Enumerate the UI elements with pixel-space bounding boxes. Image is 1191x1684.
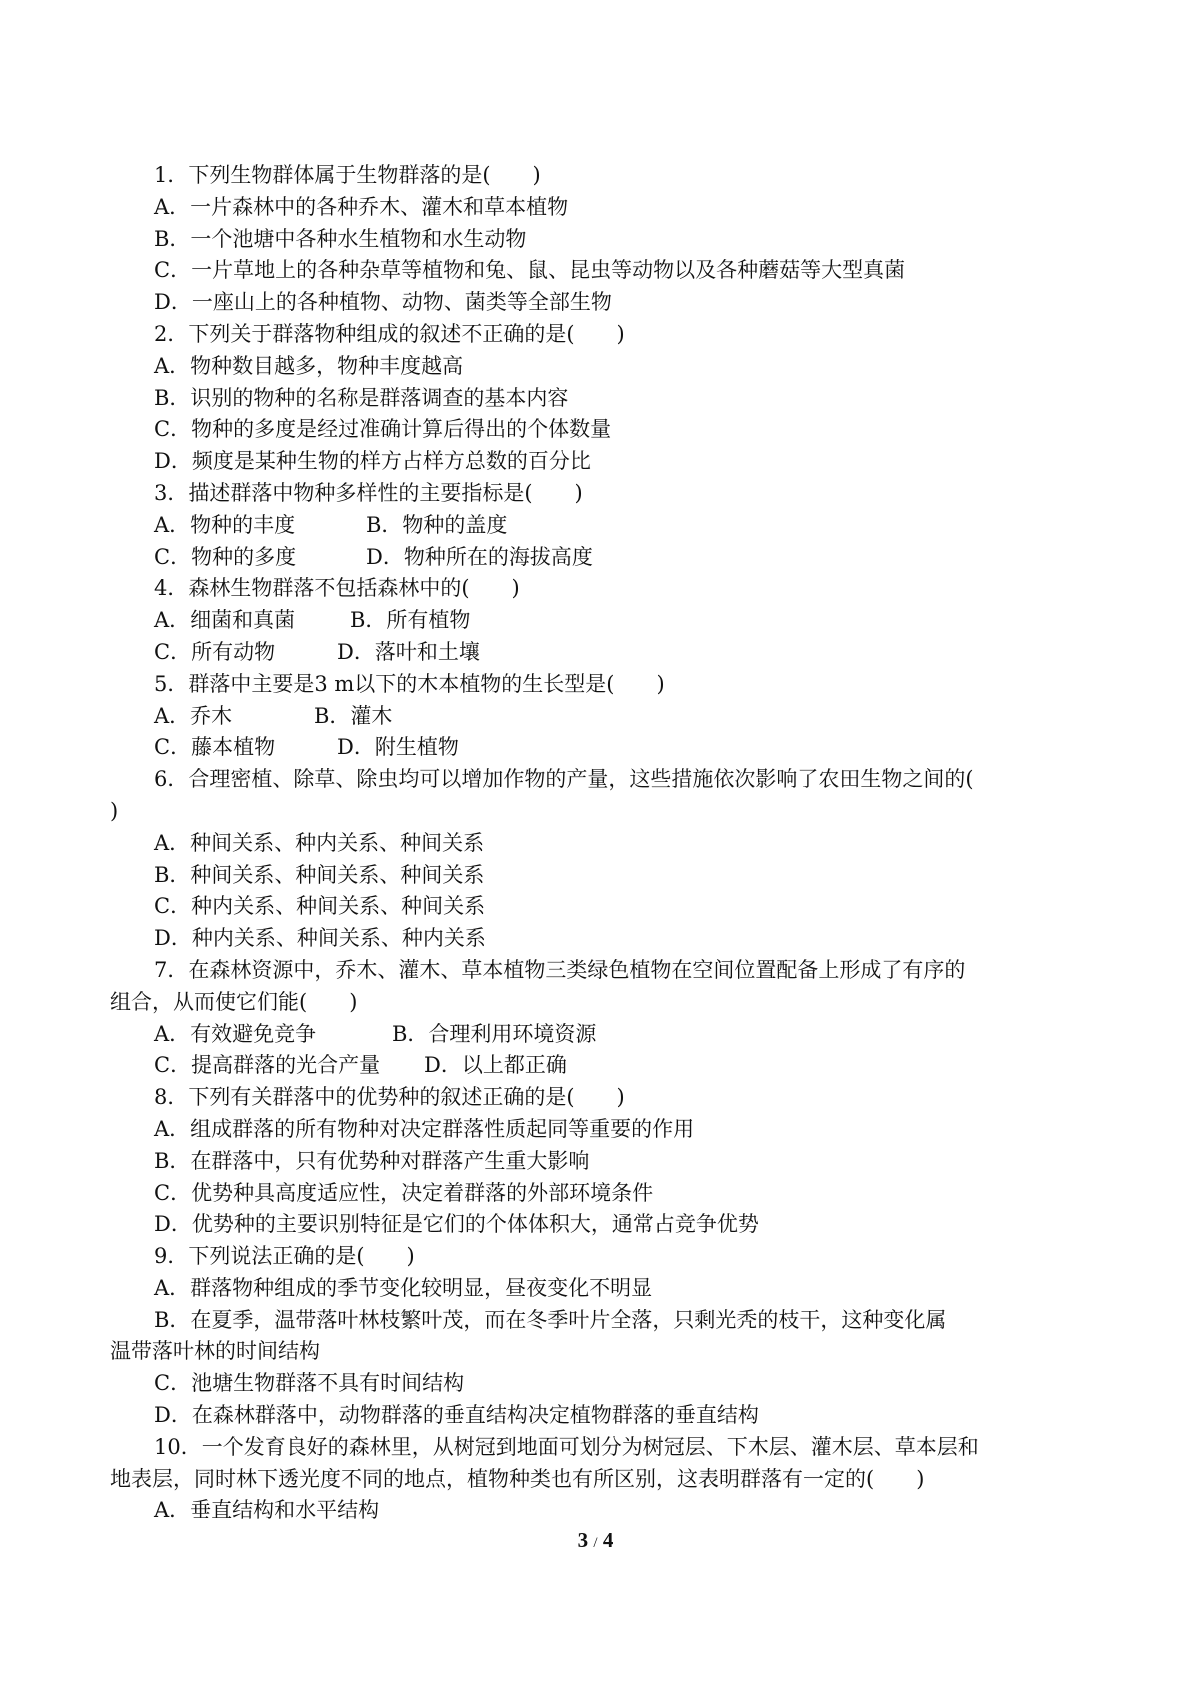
question-3-option-b: B．物种的盖度 <box>366 512 508 537</box>
question-8-option-d: D．优势种的主要识别特征是它们的个体体积大，通常占竞争优势 <box>154 1212 759 1237</box>
question-5-option-b: B．灌木 <box>314 703 393 728</box>
question-4-option-a: A．细菌和真菌 <box>154 608 296 633</box>
current-page-number: 3 <box>577 1528 589 1552</box>
total-page-number: 4 <box>602 1528 614 1552</box>
question-9-stem: 9．下列说法正确的是( ) <box>154 1244 415 1269</box>
question-5-stem: 5．群落中主要是3 m以下的木本植物的生长型是( ) <box>154 671 665 696</box>
question-10-stem-line-1: 10．一个发育良好的森林里，从树冠到地面可划分为树冠层、下木层、灌木层、草本层和 <box>154 1434 979 1459</box>
question-1-stem: 1．下列生物群体属于生物群落的是( ) <box>154 163 541 187</box>
question-6-option-d: D．种内关系、种间关系、种内关系 <box>154 926 486 951</box>
question-7-stem-line-1: 7．在森林资源中，乔木、灌木、草本植物三类绿色植物在空间位置配备上形成了有序的 <box>154 957 966 982</box>
question-7-option-a: A．有效避免竞争 <box>154 1021 317 1046</box>
question-9-option-a: A．群落物种组成的季节变化较明显，昼夜变化不明显 <box>154 1275 653 1300</box>
question-8-option-c: C．优势种具高度适应性，决定着群落的外部环境条件 <box>154 1180 654 1205</box>
question-7-options-row-1 <box>110 1019 1085 1051</box>
question-5-option-c: C．藤本植物 <box>154 735 276 760</box>
question-9-option-c: C．池塘生物群落不具有时间结构 <box>154 1371 465 1396</box>
question-3-option-d: D．物种所在的海拔高度 <box>366 544 593 569</box>
question-9-option-b-line-2: 温带落叶林的时间结构 <box>110 1339 320 1364</box>
question-4-options-row-1 <box>110 605 1085 637</box>
question-4-options-row-2 <box>110 637 1085 669</box>
question-7-option-c: C．提高群落的光合产量 <box>154 1053 381 1078</box>
question-2-stem: 2．下列关于群落物种组成的叙述不正确的是( ) <box>154 321 625 346</box>
question-2-option-b: B．识别的物种的名称是群落调查的基本内容 <box>154 385 569 410</box>
question-4-stem: 4．森林生物群落不包括森林中的( ) <box>154 576 520 601</box>
question-7-option-b: B．合理利用环境资源 <box>392 1021 597 1046</box>
question-3-options-row-1 <box>110 510 1085 542</box>
question-3-stem: 3．描述群落中物种多样性的主要指标是( ) <box>154 480 583 505</box>
question-5-options-row-1 <box>110 701 1085 733</box>
question-6-option-b: B．种间关系、种间关系、种间关系 <box>154 862 485 887</box>
question-8-stem: 8．下列有关群落中的优势种的叙述正确的是( ) <box>154 1085 625 1110</box>
question-4-option-c: C．所有动物 <box>154 639 276 664</box>
question-5-option-a: A．乔木 <box>154 703 233 728</box>
page-separator: / <box>593 1535 598 1551</box>
question-8-option-b: B．在群落中，只有优势种对群落产生重大影响 <box>154 1148 590 1173</box>
question-4-option-d: D．落叶和土壤 <box>337 639 480 664</box>
question-6-stem-line-2: ) <box>110 798 119 823</box>
question-4-option-b: B．所有植物 <box>350 608 471 633</box>
question-1-option-a: A．一片森林中的各种乔木、灌木和草本植物 <box>154 194 569 219</box>
question-6-stem-line-1: 6．合理密植、除草、除虫均可以增加作物的产量，这些措施依次影响了农田生物之间的( <box>154 767 974 792</box>
question-3-option-c: C．物种的多度 <box>154 544 297 569</box>
question-5-options-row-2 <box>110 732 1085 764</box>
question-10-option-a: A．垂直结构和水平结构 <box>154 1498 380 1523</box>
question-7-option-d: D．以上都正确 <box>424 1053 567 1078</box>
question-1-option-b: B．一个池塘中各种水生植物和水生动物 <box>154 226 527 251</box>
question-7-stem-line-2: 组合，从而使它们能( ) <box>110 989 358 1014</box>
question-9-option-b-line-1: B．在夏季，温带落叶林枝繁叶茂，而在冬季叶片全落，只剩光秃的枝干，这种变化属 <box>154 1307 947 1332</box>
question-7-options-row-2 <box>110 1050 1085 1082</box>
question-3-options-row-2 <box>110 542 1085 574</box>
question-9-option-d: D．在森林群落中，动物群落的垂直结构决定植物群落的垂直结构 <box>154 1403 759 1428</box>
question-6-option-c: C．种内关系、种间关系、种间关系 <box>154 894 486 919</box>
question-2-option-d: D．频度是某种生物的样方占样方总数的百分比 <box>154 449 591 474</box>
question-1-option-d: D．一座山上的各种植物、动物、菌类等全部生物 <box>154 290 612 315</box>
question-3-option-a: A．物种的丰度 <box>154 512 296 537</box>
page-number <box>0 1528 1191 1553</box>
question-8-option-a: A．组成群落的所有物种对决定群落性质起同等重要的作用 <box>154 1116 695 1141</box>
question-6-option-a: A．种间关系、种内关系、种间关系 <box>154 830 485 855</box>
question-2-option-a: A．物种数目越多，物种丰度越高 <box>154 353 464 378</box>
question-10-stem-line-2: 地表层，同时林下透光度不同的地点，植物种类也有所区别，这表明群落有一定的( ) <box>110 1466 925 1491</box>
question-5-option-d: D．附生植物 <box>337 735 459 760</box>
question-2-option-c: C．物种的多度是经过准确计算后得出的个体数量 <box>154 417 612 442</box>
question-1-option-c: C．一片草地上的各种杂草等植物和兔、鼠、昆虫等动物以及各种蘑菇等大型真菌 <box>154 258 906 283</box>
question-list <box>110 160 1085 1527</box>
